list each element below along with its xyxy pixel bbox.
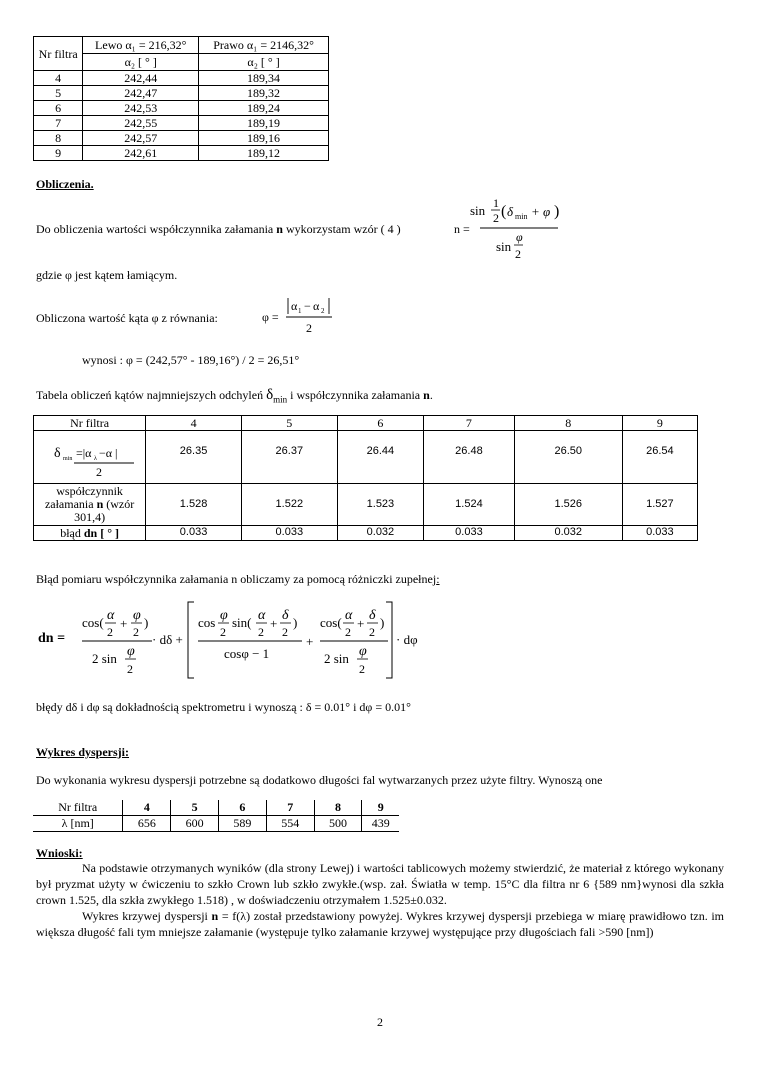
svg-text:δ: δ (53, 446, 61, 462)
svg-text:2: 2 (127, 662, 133, 676)
svg-text:· dδ +: · dδ + (152, 632, 183, 647)
svg-text:cos(: cos( (320, 615, 342, 630)
svg-text:=|α: =|α (75, 446, 92, 461)
conclusions-heading: Wnioski: (36, 846, 83, 860)
differential-formula (34, 596, 464, 684)
table-row: 9 242,61 189,12 (34, 146, 329, 161)
svg-text:δ: δ (507, 204, 514, 219)
svg-text:2: 2 (282, 625, 288, 639)
delta-min-label (34, 431, 146, 483)
n-label: współczynnik załamania n (wzór 301,4) (34, 483, 146, 525)
table-row: 4 242,44 189,34 (34, 71, 329, 86)
svg-text:α: α (313, 299, 320, 313)
svg-text:2: 2 (359, 662, 365, 676)
svg-text:2: 2 (345, 625, 351, 639)
svg-text:2: 2 (493, 211, 499, 225)
svg-text:cos(: cos( (82, 615, 104, 630)
table-row: współczynnik załamania n (wzór 301,4) 1.528 1.522 1.523 1.524 1.526 1.527 (34, 483, 698, 525)
table-row: 6 242,53 189,24 (34, 101, 329, 116)
angles-table (33, 36, 329, 161)
svg-text:α: α (107, 608, 115, 623)
svg-text:α: α (345, 608, 353, 623)
svg-text:sin: sin (470, 203, 486, 218)
svg-text:2: 2 (321, 307, 325, 315)
svg-text:2: 2 (306, 321, 312, 335)
svg-text:δ: δ (369, 608, 376, 623)
svg-text:cos: cos (198, 615, 216, 630)
svg-text:α: α (291, 299, 298, 313)
formula-intro: Do obliczenia wartości współczynnika załamania n wykorzystam wzór ( 4 ) (36, 222, 401, 236)
svg-text:2: 2 (107, 625, 113, 639)
svg-text:2: 2 (133, 625, 139, 639)
svg-text:2: 2 (95, 465, 102, 480)
angles-header-left-unit: α₂ [ ° ] (83, 54, 199, 71)
svg-text:min: min (515, 212, 528, 221)
table-row: błąd dn [ ° ] 0.033 0.033 0.032 0.033 0.032 0.033 (34, 525, 698, 540)
table-row: Nr filtra 4 5 6 7 8 9 (33, 800, 399, 816)
results-header-label: Nr filtra (34, 416, 146, 431)
svg-text:2: 2 (220, 625, 226, 639)
angles-header-right: Prawo α₁ = 2146,32° (199, 37, 329, 54)
results-table-caption: Tabela obliczeń kątów najmniejszych odchyleń $\delta_{min}$ i współczynnika załamania n. (36, 387, 433, 405)
svg-text:+ φ: + φ (531, 204, 551, 219)
phi-calc-intro: Obliczona wartość kąta φ z równania: (36, 311, 218, 325)
dispersion-intro: Do wykonania wykresu dyspersji potrzebne są dodatkowo długości fal wytwarzanych przez użyte filtry. Wynoszą one (36, 773, 603, 787)
results-table: Nr filtra 4 5 6 7 8 9 δ min =|α λ −α | 2 26.35 26.37 26.44 26.48 26.50 26.54 współczynnik załamania n (wzór 301,4) 1.528 1.522 1.523 1.524 1.526 1.527 błąd dn [ ° ] 0.033 0.033 0.032 0.033 0.032 0.033 (33, 415, 698, 541)
svg-text:2 sin: 2 sin (324, 651, 349, 666)
phi-result: wynosi : φ = (242,57° - 189,16°) / 2 = 26,51° (82, 353, 300, 367)
dispersion-heading: Wykres dyspersji: (36, 745, 129, 759)
svg-text:n =: n = (454, 222, 470, 236)
svg-text:1: 1 (298, 307, 302, 315)
svg-text:δ: δ (282, 608, 289, 623)
conclusions-paragraph-2: Wykres krzywej dyspersji n = f(λ) został przedstawiony powyżej. Wykres krzywej dyspersji przebiega w miarę prawidłowo tzn. im większa długość fali tym mniejsze załamanie (występuje tylko załamanie krzywej występujące przy długościach fali >590 [nm]) (36, 909, 725, 939)
phi-note: gdzie φ jest kątem łamiącym. (36, 268, 178, 282)
svg-text:φ: φ (359, 644, 367, 659)
svg-text:α: α (258, 608, 266, 623)
table-row: 5 242,47 189,32 (34, 86, 329, 101)
svg-text:dn =: dn = (38, 631, 66, 646)
angles-header-left: Lewo α₁ = 216,32° (83, 37, 199, 54)
svg-text:φ: φ (127, 644, 135, 659)
svg-text:+: + (357, 616, 365, 631)
svg-text:−: − (304, 299, 311, 313)
svg-text:cosφ − 1: cosφ − 1 (224, 646, 270, 661)
angles-header-right-unit: α₂ [ ° ] (199, 54, 329, 71)
page-number: 2 (377, 1015, 383, 1029)
calculations-heading: Obliczenia. (36, 177, 94, 191)
svg-text:2: 2 (369, 625, 375, 639)
formula-n (448, 195, 568, 270)
svg-text:sin: sin (496, 239, 512, 254)
svg-text:φ =: φ = (262, 310, 279, 324)
differential-intro: Błąd pomiaru współczynnika załamania n obliczamy za pomocą różniczki zupełnej: (36, 572, 440, 586)
svg-text:+: + (120, 616, 128, 631)
table-row: δ min =|α λ −α | 2 26.35 26.37 26.44 26.48 26.50 26.54 (34, 431, 698, 483)
svg-text:sin(: sin( (232, 615, 252, 630)
svg-text:2 sin: 2 sin (92, 651, 117, 666)
svg-text:λ: λ (93, 456, 97, 463)
svg-text:φ: φ (220, 608, 228, 623)
svg-text:min: min (62, 456, 72, 463)
table-row: 8 242,57 189,16 (34, 131, 329, 146)
wavelength-table (33, 800, 399, 832)
svg-text:+: + (306, 634, 314, 649)
svg-text:φ: φ (133, 608, 141, 623)
formula-phi (260, 294, 340, 339)
svg-text:1: 1 (493, 196, 499, 210)
svg-text:φ: φ (516, 230, 523, 244)
errors-note: błędy dδ i dφ są dokładnością spektrometru i wynoszą : δ = 0.01° i dφ = 0.01° (36, 700, 411, 714)
angles-header-nr: Nr filtra (34, 37, 83, 71)
svg-text:): ) (554, 203, 560, 220)
svg-text:): ) (380, 615, 385, 630)
table-row: 7 242,55 189,19 (34, 116, 329, 131)
conclusions-paragraph-1: Na podstawie otrzymanych wyników (dla strony Lewej) i wartości tablicowych możemy stwierdzić, że materiał z którego wykonany był pryzmat użyty w ćwiczeniu to szkło Crown lub szkło zwykłe.(wsp. zał. Światła w temp. 15°C dla filtra nr 6 {589 nm}wynosi dla szkła crown 1.525, dla szkła zwykłego 1.518) , w doświadczeniu otrzymałem 1.525±0.032. (36, 861, 724, 907)
svg-text:(: ( (501, 203, 507, 220)
svg-text:2: 2 (258, 625, 264, 639)
svg-text:· dφ: · dφ (396, 632, 418, 647)
table-row: λ [nm] 656 600 589 554 500 439 (33, 816, 399, 832)
error-label: błąd dn [ ° ] (34, 525, 146, 540)
svg-text:): ) (144, 615, 149, 630)
svg-text:2: 2 (515, 247, 521, 261)
svg-text:−α |: −α | (98, 446, 118, 461)
svg-text:+: + (270, 616, 278, 631)
svg-text:): ) (293, 615, 298, 630)
